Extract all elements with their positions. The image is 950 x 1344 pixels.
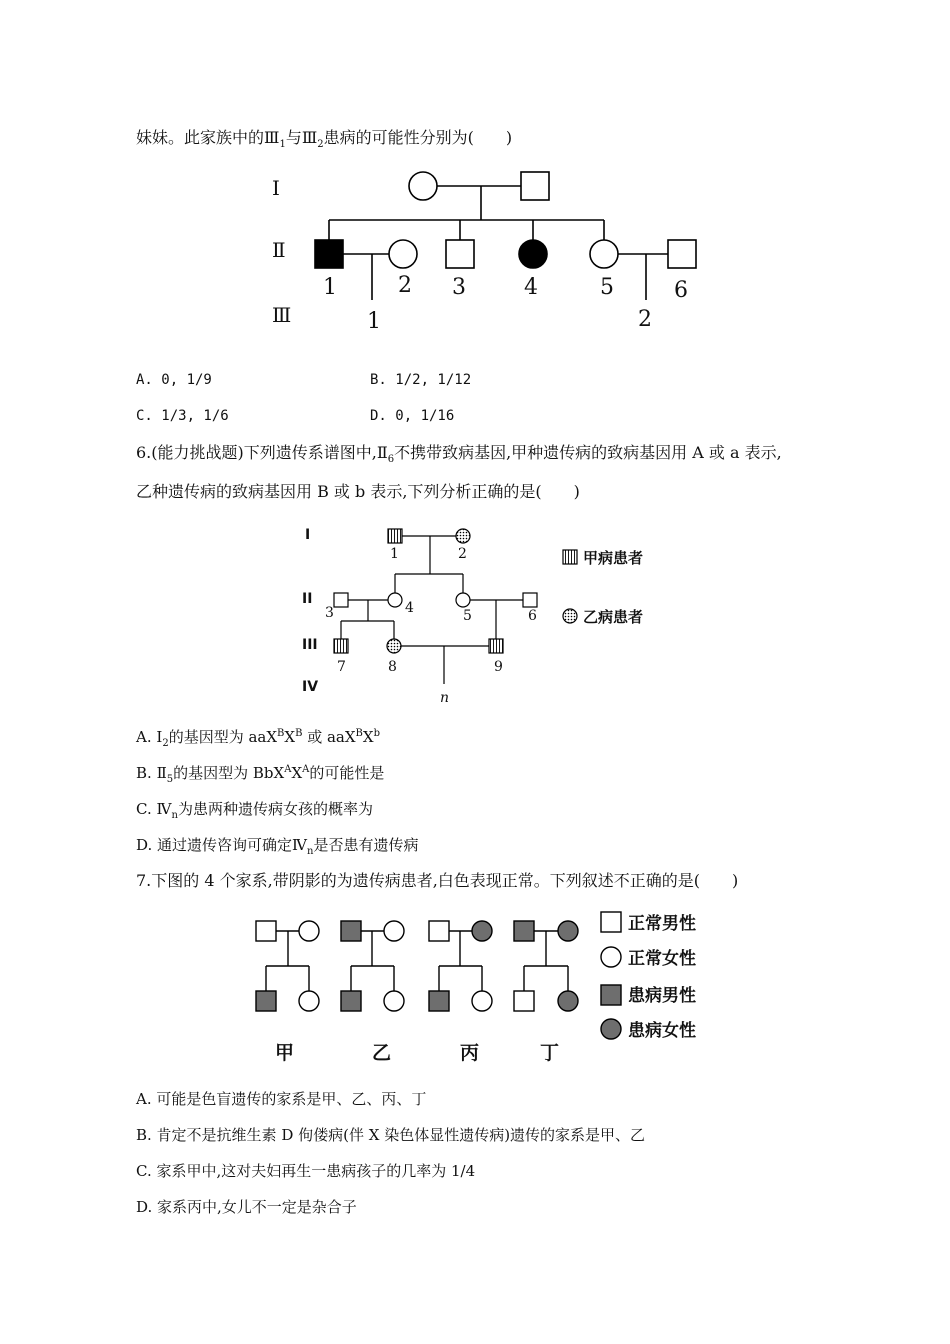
q7-legend-label-normal-male: 正常男性 — [628, 914, 696, 934]
q7-label-yi: 乙 — [372, 1042, 392, 1064]
q5-num-iii-1: 1 — [367, 309, 381, 334]
q5-ref-iii: Ⅲ — [264, 128, 280, 147]
q6-opt-a-prefix: A. — [136, 728, 157, 746]
q5-num-ii-6: 6 — [674, 278, 688, 303]
q6-num-1: 1 — [390, 546, 399, 562]
q7-bing-daughter — [472, 991, 492, 1011]
q7-ding-daughter — [558, 991, 578, 1011]
q6-num-4: 4 — [405, 600, 414, 616]
q6-opt-c-text: 为患两种遗传病女孩的概率为 — [177, 800, 373, 818]
q5-ref-iii2-sub: 2 — [317, 139, 324, 151]
q5-stem-question: 患病的可能性分别为( ) — [323, 128, 513, 147]
q7-legend-label-affected-male: 患病男性 — [628, 986, 696, 1006]
q6-legend-yi-label: 乙病患者 — [583, 608, 644, 626]
q6-opt-b-sup2: A — [302, 764, 310, 775]
q5-ref-iii-sub: 1 — [279, 139, 286, 151]
q6-opt-a-text: 的基因型为 aaX — [168, 728, 278, 746]
q7-ding-father — [514, 921, 534, 941]
q7-option-b: B. 肯定不是抗维生素 D 佝偻病(伴 X 染色体显性遗传病)遗传的家系是甲、乙 — [136, 1126, 646, 1144]
q6-opt-a-sup3: B — [355, 728, 363, 739]
q7-option-d: D. 家系丙中,女儿不一定是杂合子 — [136, 1198, 357, 1216]
q5-option-a: A. 0, 1/9 — [136, 372, 212, 388]
q6-num-5: 5 — [463, 608, 472, 624]
q6-opt-b-prefix: B. — [136, 764, 157, 782]
q6-legend-jia-label: 甲病患者 — [583, 549, 644, 567]
q6-stem-text-b: 不携带致病基因,甲种遗传病的致病基因用 A 或 a 表示, — [394, 443, 782, 462]
q7-label-jia: 甲 — [275, 1042, 295, 1064]
q5-num-ii-3: 3 — [452, 275, 466, 300]
q5-gen-label-iii: Ⅲ — [272, 303, 292, 327]
q6-gen-label-iv: IV — [302, 679, 319, 695]
q6-opt-d-text: 是否患有遗传病 — [313, 836, 419, 854]
q6-opt-b-tail: 的可能性是 — [309, 764, 385, 782]
q6-gen-label-iii: III — [302, 637, 318, 653]
q5-option-b: B. 1/2, 1/12 — [370, 372, 472, 388]
q6-gen-label-i: I — [305, 527, 311, 543]
q7-yi-mother — [384, 921, 404, 941]
q7-legend-normal-male — [601, 912, 621, 932]
q6-opt-a-or: 或 aaX — [302, 728, 356, 746]
q6-opt-b-ref-sub: 5 — [166, 774, 174, 785]
q5-num-iii-2: 2 — [638, 307, 652, 332]
q7-ding-mother — [558, 921, 578, 941]
q6-stem-text-a: 6.(能力挑战题)下列遗传系谱图中, — [136, 443, 377, 462]
q5-num-ii-4: 4 — [524, 275, 538, 300]
q6-opt-a-x4: X — [362, 728, 374, 746]
q6-opt-a-sup4: b — [373, 728, 380, 739]
q6-opt-d-ref-sub: n — [307, 846, 314, 857]
q5-gen-label-ii: Ⅱ — [272, 238, 286, 262]
q6-ref-ii: Ⅱ — [376, 443, 388, 462]
q5-stem-and: 与 — [285, 128, 302, 147]
q7-legend-affected-male — [601, 985, 621, 1005]
q6-num-8: 8 — [388, 659, 397, 675]
q7-label-bing: 丙 — [460, 1042, 480, 1064]
q7-option-a: A. 可能是色盲遗传的家系是甲、乙、丙、丁 — [136, 1090, 427, 1108]
q7-legend-label-affected-female: 患病女性 — [628, 1021, 696, 1041]
q6-opt-c-ref-sub: n — [171, 810, 178, 821]
q6-opt-a-ref: Ⅰ — [156, 728, 163, 746]
q6-opt-b-x2: X — [291, 764, 303, 782]
q6-ref-ii-sub: 6 — [387, 454, 395, 466]
q6-opt-d-ref: Ⅳ — [292, 836, 308, 854]
q6-num-6: 6 — [528, 608, 537, 624]
q6-num-3: 3 — [325, 605, 334, 621]
q7-jia-son — [256, 991, 276, 1011]
q5-num-ii-2: 2 — [398, 273, 412, 298]
q7-jia-father — [256, 921, 276, 941]
q5-gen-label-i: Ⅰ — [272, 176, 280, 200]
q5-ref-iii2: Ⅲ — [301, 128, 318, 147]
q6-opt-b-ref: Ⅱ — [156, 764, 167, 782]
q7-stem: 7.下图的 4 个家系,带阴影的为遗传病患者,白色表现正常。下列叙述不正确的是( ) — [136, 871, 739, 890]
q5-num-ii-5: 5 — [600, 275, 614, 300]
q6-opt-b-text: 的基因型为 BbX — [173, 764, 285, 782]
q7-legend-label-normal-female: 正常女性 — [628, 949, 696, 969]
q6-opt-d-prefix: D. 通过遗传咨询可确定 — [136, 836, 293, 854]
q7-yi-father — [341, 921, 361, 941]
q7-legend-affected-female — [601, 1019, 621, 1039]
q6-opt-a-ref-sub: 2 — [162, 738, 169, 749]
q7-yi-daughter — [384, 991, 404, 1011]
q5-option-d: D. 0, 1/16 — [370, 408, 455, 424]
q7-bing-mother — [472, 921, 492, 941]
q7-bing-son — [429, 991, 449, 1011]
q6-num-2: 2 — [458, 546, 467, 562]
q6-opt-a-x2: X — [284, 728, 296, 746]
q5-stem-text: 妹妹。此家族中的 — [136, 128, 265, 147]
q7-jia-mother — [299, 921, 319, 941]
q6-child-n-label: n — [440, 690, 450, 706]
q7-yi-son — [341, 991, 361, 1011]
q6-opt-c-prefix: C. — [136, 800, 157, 818]
q7-option-c: C. 家系甲中,这对夫妇再生一患病孩子的几率为 1/4 — [136, 1162, 476, 1180]
q6-opt-b-sup1: A — [284, 764, 292, 775]
q6-num-7: 7 — [337, 659, 346, 675]
q6-stem-line-2: 乙种遗传病的致病基因用 B 或 b 表示,下列分析正确的是( ) — [136, 482, 580, 501]
q6-gen-label-ii: II — [302, 591, 313, 607]
q7-bing-father — [429, 921, 449, 941]
q5-option-c: C. 1/3, 1/6 — [136, 408, 229, 424]
q5-num-ii-1: 1 — [323, 275, 337, 300]
q6-num-9: 9 — [494, 659, 503, 675]
q6-opt-c-ref: Ⅳ — [156, 800, 172, 818]
q6-opt-a-sup2: B — [295, 728, 303, 739]
q7-jia-daughter — [299, 991, 319, 1011]
q7-legend-normal-female — [601, 947, 621, 967]
q6-opt-a-sup1: B — [277, 728, 285, 739]
q7-label-ding: 丁 — [540, 1042, 560, 1064]
q7-ding-son — [514, 991, 534, 1011]
